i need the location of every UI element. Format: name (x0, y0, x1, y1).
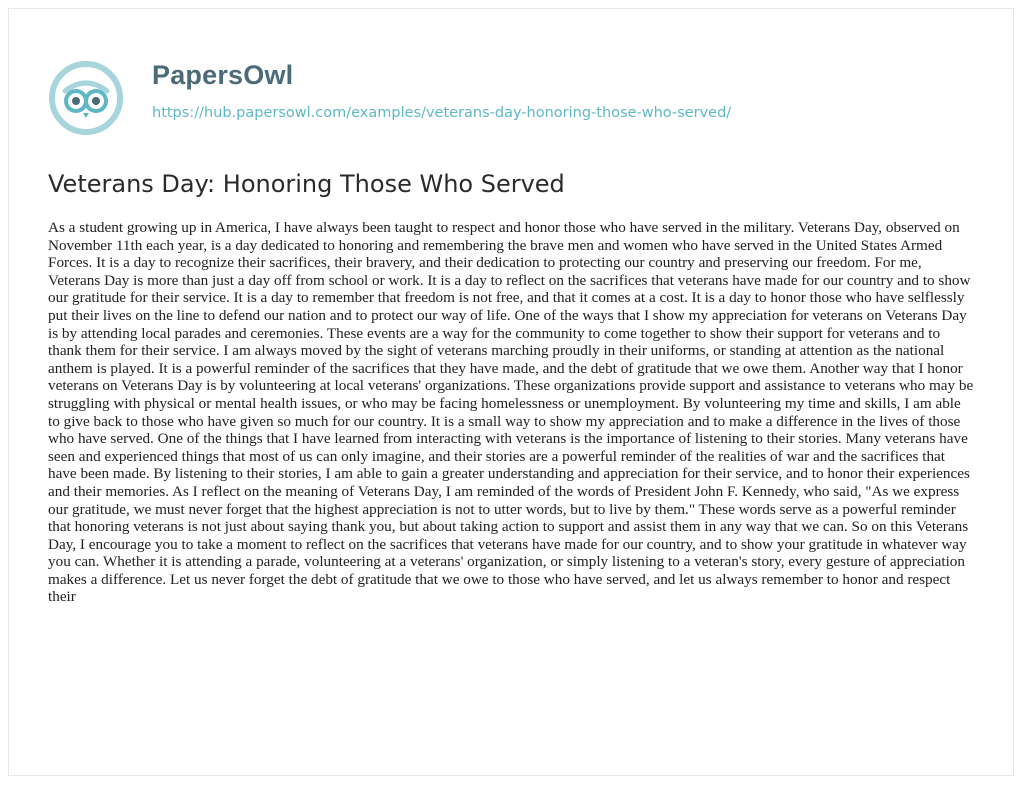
essay-title: Veterans Day: Honoring Those Who Served (48, 170, 565, 198)
owl-logo-icon (49, 61, 129, 141)
source-url-link[interactable]: https://hub.papersowl.com/examples/veterans-day-honoring-those-who-served/ (152, 105, 732, 121)
site-header (49, 55, 979, 135)
essay-body: As a student growing up in America, I have always been taught to respect and honor those who have served in the military. Veterans Day, observed on November 11th each year, is a day dedicated to honoring and remembering the brave men and women who have served in the United States Armed Forces. It is a day to recognize their sacrifices, their bravery, and their dedication to protecting our country and preserving our freedom. For me, Veterans Day is more than just a day off from school or work. It is a day to reflect on the sacrifices that veterans have made for our country and to show our gratitude for their service. It is a day to remember that freedom is not free, and that it comes at a cost. It is a day to honor those who have selflessly put their lives on the line to defend our nation and to protect our way of life. One of the ways that I show my appreciation for veterans on Veterans Day is by attending local parades and ceremonies. These events are a way for the community to come together to show their support for veterans and to thank them for their service. I am always moved by the sight of veterans marching proudly in their uniforms, or standing at attention as the national anthem is played. It is a powerful reminder of the sacrifices that they have made, and the debt of gratitude that we owe them. Another way that I honor veterans on Veterans Day is by volunteering at local veterans' organizations. These organizations provide support and assistance to veterans who may be struggling with physical or mental health issues, or who may be facing homelessness or unemployment. By volunteering my time and skills, I am able to give back to those who have given so much for our country. It is a small way to show my appreciation and to make a difference in the lives of those who have served. One of the things that I have learned from interacting with veterans is the importance of listening to their stories. Many veterans have seen and experienced things that most of us can only imagine, and their stories are a powerful reminder of the realities of war and the sacrifices that have been made. By listening to their stories, I am able to gain a greater understanding and appreciation for their service, and to honor their experiences and their memories. As I reflect on the meaning of Veterans Day, I am reminded of the words of President John F. Kennedy, who said, "As we express our gratitude, we must never forget that the highest appreciation is not to utter words, but to live by them." These words serve as a powerful reminder that honoring veterans is not just about saying thank you, but about taking action to support and assist them in any way that we can. So on this Veterans Day, I encourage you to take a moment to reflect on the sacrifices that veterans have made for our country, and to show your gratitude in whatever way you can. Whether it is attending a parade, volunteering at a veterans' organization, or simply listening to a veteran's story, every gesture of appreciation makes a difference. Let us never forget the debt of gratitude that we owe to those who have served, and let us always remember to honor and respect their (48, 219, 974, 606)
brand-name[interactable]: PapersOwl (152, 60, 294, 90)
